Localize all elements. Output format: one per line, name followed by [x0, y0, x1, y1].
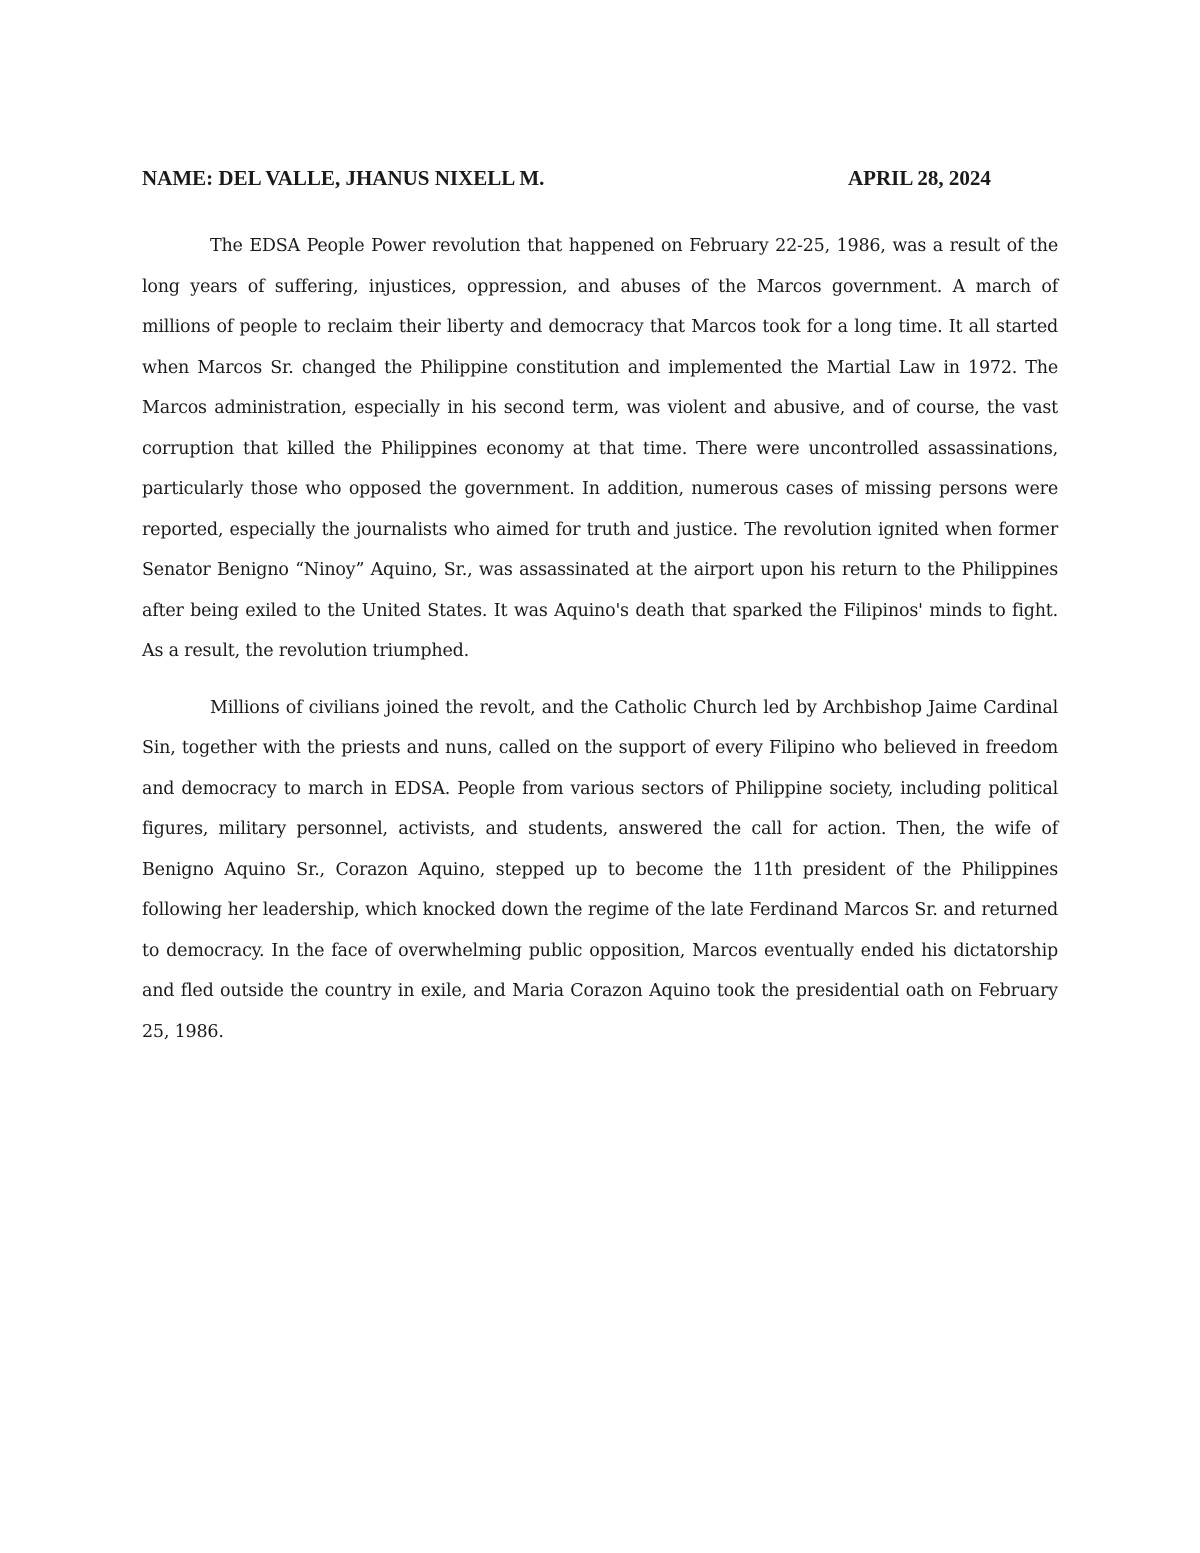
student-name: NAME: DEL VALLE, JHANUS NIXELL M. [142, 166, 545, 190]
paragraph-2: Millions of civilians joined the revolt, and the Catholic Church led by Archbishop Jaime Cardinal Sin, together with the priests and nuns, called on the support of every Filipino who believed in freedom and democracy to march in EDSA. People from various sectors of Philippine society, including political figures, military personnel, activists, and students, answered the call for action. Then, the wife of Benigno Aquino Sr., Corazon Aquino, stepped up to become the 11th president of the Philippines following her leadership, which knocked down the regime of the late Ferdinand Marcos Sr. and returned to democracy. In the face of overwhelming public opposition, Marcos eventually ended his dictatorship and fled outside the country in exile, and Maria Corazon Aquino took the presidential oath on February 25, 1986. [142, 697, 1058, 1042]
essay-body [142, 226, 1058, 1052]
document-header [142, 166, 1058, 196]
document-date: APRIL 28, 2024 [848, 166, 991, 190]
paragraph-1: The EDSA People Power revolution that happened on February 22-25, 1986, was a result of the long years of suffering, injustices, oppression, and abuses of the Marcos government. A march of millions of people to reclaim their liberty and democracy that Marcos took for a long time. It all started when Marcos Sr. changed the Philippine constitution and implemented the Martial Law in 1972. The Marcos administration, especially in his second term, was violent and abusive, and of course, the vast corruption that killed the Philippines economy at that time. There were uncontrolled assassinations, particularly those who opposed the government. In addition, numerous cases of missing persons were reported, especially the journalists who aimed for truth and justice. The revolution ignited when former Senator Benigno “Ninoy” Aquino, Sr., was assassinated at the airport upon his return to the Philippines after being exiled to the United States. It was Aquino's death that sparked the Filipinos' minds to fight. As a result, the revolution triumphed. [142, 236, 1058, 661]
